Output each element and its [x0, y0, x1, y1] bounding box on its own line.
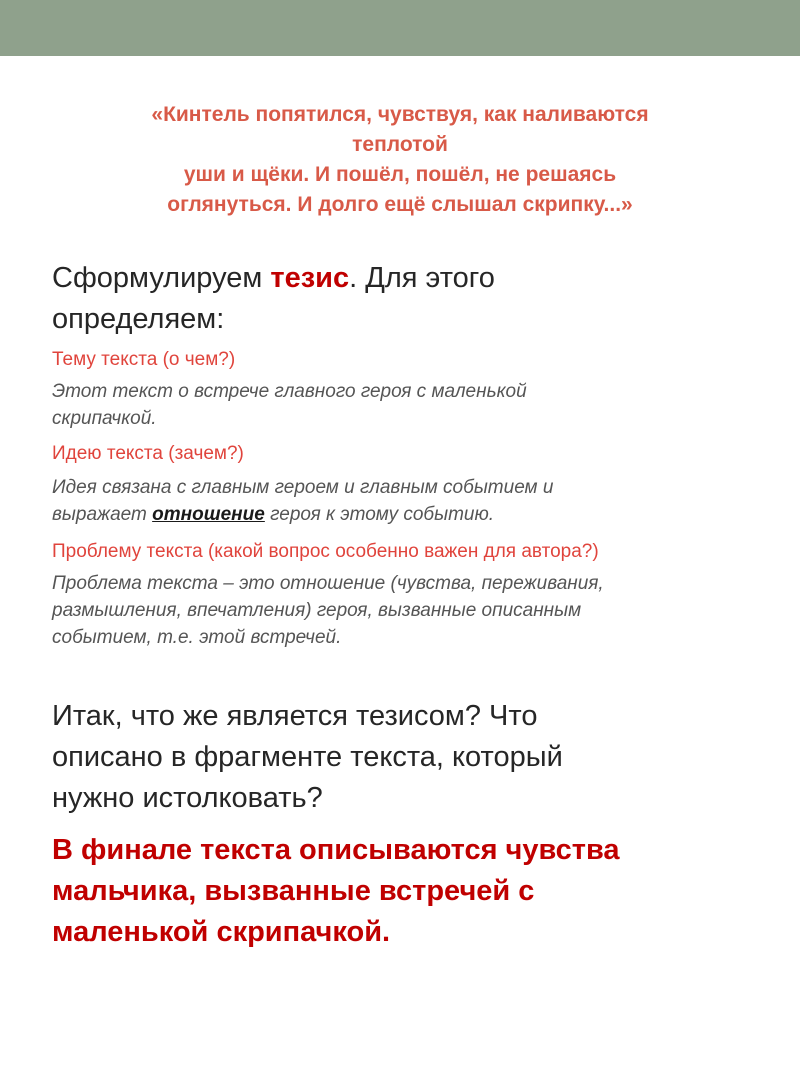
topic-answer [52, 378, 762, 432]
question-line-3: нужно истолковать? [52, 782, 323, 814]
epigraph-quote [60, 100, 740, 220]
quote-line-1: «Кинтель попятился, чувствуя, как наливаются [151, 103, 649, 126]
problem-answer [52, 570, 762, 651]
problem-answer-line-3: событием, т.е. этой встречей. [52, 627, 342, 648]
idea-answer-pre: выражает [52, 504, 153, 525]
topic-answer-line-2: скрипачкой. [52, 408, 157, 429]
problem-label: Проблему текста (какой вопрос особенно важен для автора?) [52, 541, 599, 562]
idea-label: Идею текста (зачем?) [52, 443, 244, 464]
quote-line-3: уши и щёки. И пошёл, пошёл, не решаясь [183, 163, 617, 186]
quote-line-2: теплотой [352, 133, 448, 156]
question-paragraph [52, 696, 752, 819]
slide-content [0, 56, 800, 1067]
lead-after: . Для этого [349, 262, 495, 294]
quote-line-4: оглянуться. И долго ещё слышал скрипку...» [167, 193, 633, 216]
problem-answer-line-1: Проблема текста – это отношение (чувства, переживания, [52, 573, 604, 594]
lead-accent-thesis: тезис [270, 262, 350, 294]
answer-line-1: В финале текста описываются чувства [52, 834, 620, 866]
question-line-1: Итак, что же является тезисом? Что [52, 700, 538, 732]
problem-answer-line-2: размышления, впечатления) героя, вызванные описанным [52, 600, 582, 621]
idea-answer-line-1: Идея связана с главным героем и главным событием и [52, 477, 554, 498]
lead-paragraph [52, 258, 752, 340]
lead-before: Сформулируем [52, 262, 271, 294]
idea-answer-underlined: отношение [152, 504, 265, 525]
answer-line-2: мальчика, вызванные встречей с [52, 875, 535, 907]
lead-line-2: определяем: [52, 303, 225, 335]
answer-line-3: маленькой скрипачкой. [52, 916, 391, 948]
idea-answer [52, 474, 762, 528]
question-line-2: описано в фрагменте текста, который [52, 741, 563, 773]
topic-answer-line-1: Этот текст о встрече главного героя с маленькой [52, 381, 527, 402]
top-bar [0, 0, 800, 56]
thesis-answer [52, 830, 772, 953]
idea-answer-post: героя к этому событию. [264, 504, 495, 525]
topic-label: Тему текста (о чем?) [52, 349, 236, 370]
